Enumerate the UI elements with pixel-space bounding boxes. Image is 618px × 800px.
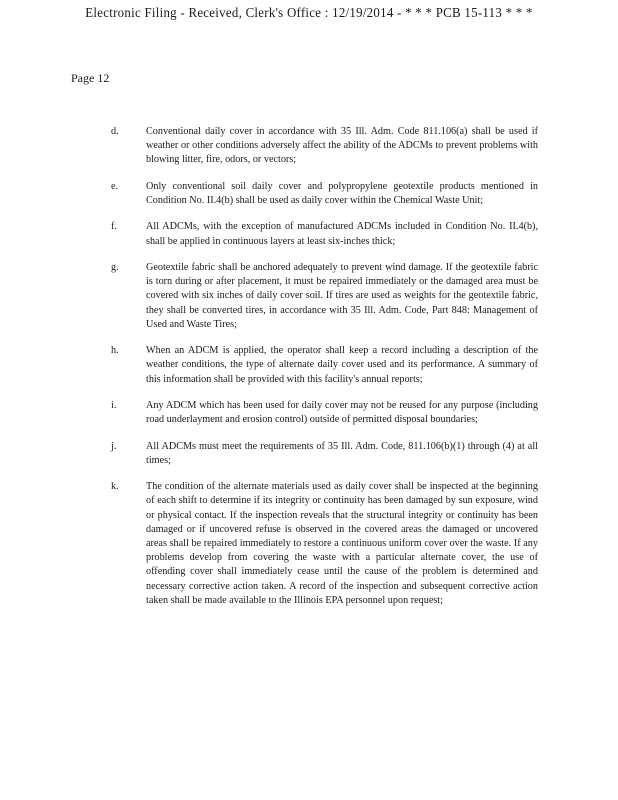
item-text: Only conventional soil daily cover and polypropylene geotextile products mentioned in Condition No. II.4(b) shall be used as daily cover within the Chemical Waste Unit; (146, 180, 538, 206)
item-text: When an ADCM is applied, the operator shall keep a record including a description of the weather conditions, the type of alternate daily cover used and its performance. A summary of this information shall be provided with this facility's annual reports; (146, 345, 538, 385)
item-letter: e. (111, 180, 119, 192)
page-number: Page 12 (71, 71, 110, 85)
list-item (0, 480, 618, 608)
item-letter: f. (111, 221, 117, 233)
list-item (0, 440, 618, 468)
conditions-list (0, 125, 618, 620)
item-text: All ADCMs must meet the requirements of 35 Ill. Adm. Code, 811.106(b)(1) through (4) at all times; (146, 440, 538, 466)
list-item (0, 344, 618, 387)
list-item (0, 180, 618, 208)
list-item (0, 399, 618, 427)
list-item (0, 261, 618, 332)
item-letter: h. (111, 345, 119, 357)
list-item (0, 125, 618, 168)
filing-stamp-header: Electronic Filing - Received, Clerk's Office : 12/19/2014 - * * * PCB 15-113 * * * (85, 6, 533, 21)
item-text: Any ADCM which has been used for daily cover may not be reused for any purpose (including road underlayment and erosion control) outside of permitted disposal boundaries; (146, 399, 538, 426)
item-letter: g. (111, 261, 119, 273)
item-letter: j. (111, 440, 117, 452)
item-text: Conventional daily cover in accordance with 35 Ill. Adm. Code 811.106(a) shall be used if weather or other conditions adversely affect the ability of the ADCMs to prevent problems with blowing litter, fire, odors, or vectors; (146, 126, 538, 166)
item-letter: i. (111, 399, 117, 411)
item-text: Geotextile fabric shall be anchored adequately to prevent wind damage. If the geotextile fabric is torn during or after placement, it must be repaired immediately or the damaged area must be covered with six inches of daily cover soil. If tires are used as weights for the geotextile fabric, they shall be converted tires, in accordance with 35 Ill. Adm. Code, Part 848: Management of Used and Waste Tires; (146, 261, 538, 330)
item-letter: d. (111, 126, 119, 137)
item-letter: k. (111, 481, 119, 493)
item-text: All ADCMs, with the exception of manufactured ADCMs included in Condition No. II.4(b), shall be applied in continuous layers at least six-inches thick; (146, 221, 538, 247)
list-item (0, 220, 618, 248)
item-text: The condition of the alternate materials used as daily cover shall be inspected at the beginning of each shift to determine if its integrity or continuity has been damaged by sun exposure, wind or physical contact. If the inspection reveals that the structural integrity or continuity has been damaged or if uncovered refuse is observed in the covered areas the damaged or uncovered areas shall be repaired immediately to restore a continuous uniform cover over the waste. If any problems develop from covering the waste with a particular alternate cover, the use of offending cover shall immediately cease until the cause of the problem is determined and necessary corrective action taken. A record of the inspection and subsequent corrective action taken shall be made available to the Illinois EPA personnel upon request; (146, 481, 538, 606)
